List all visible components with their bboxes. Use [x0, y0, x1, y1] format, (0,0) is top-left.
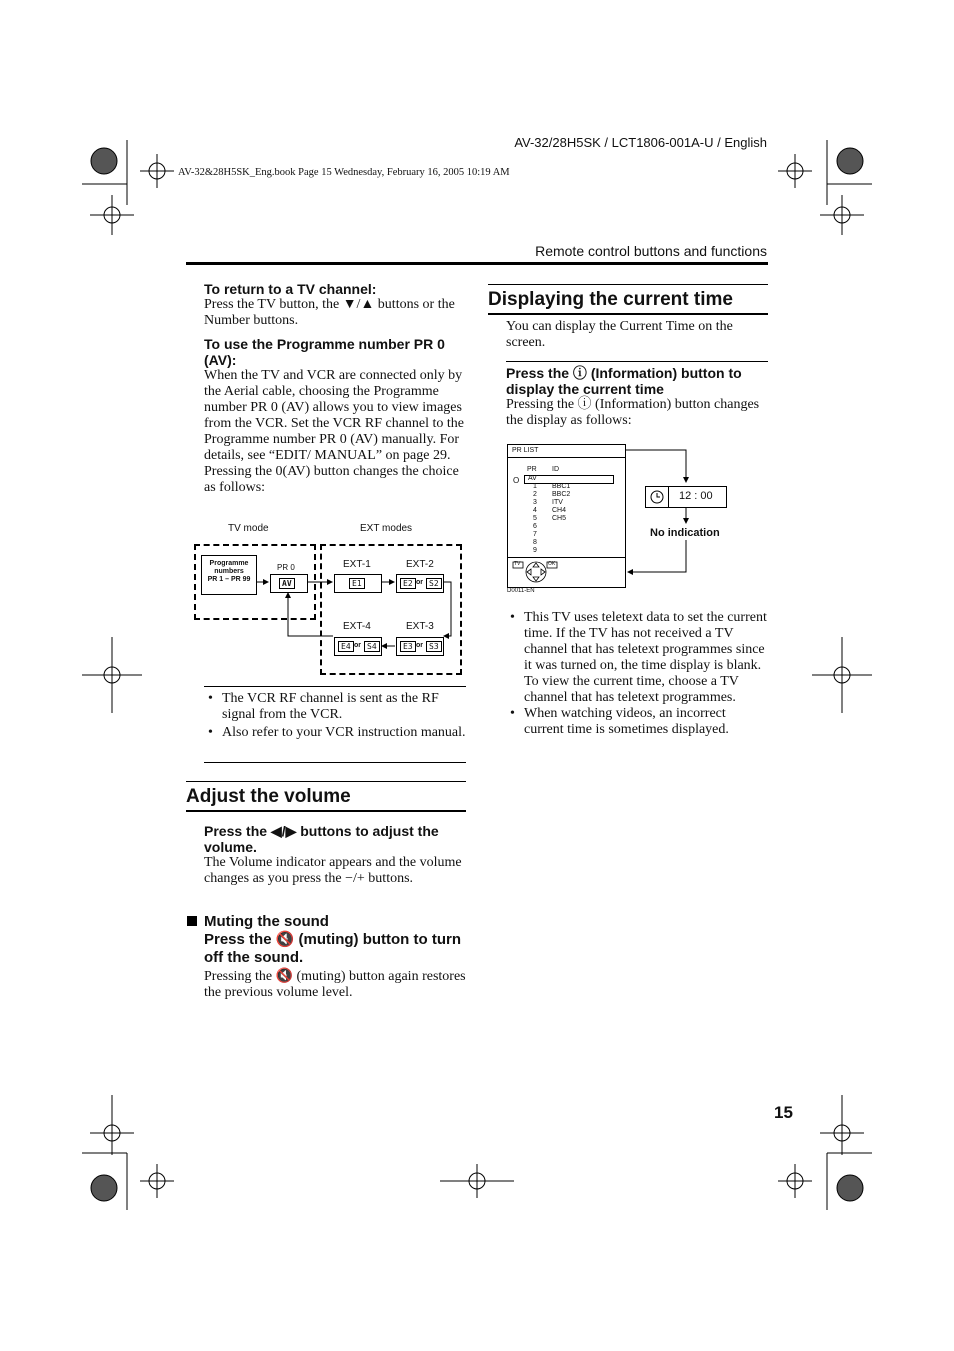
muting-step: Press the 🔇 (muting) button to turn off the sound. — [204, 931, 461, 966]
muting-title: Muting the sound — [204, 913, 329, 930]
s4-key: S4 — [364, 641, 380, 652]
s2-key: S2 — [426, 578, 442, 589]
tv-channel-heading: To return to a TV channel: — [204, 281, 377, 297]
or-text: or — [416, 579, 423, 586]
tv-channel-text: Press the TV button, the ▼/▲ buttons or the Number buttons. — [204, 297, 455, 328]
col-id: ID — [552, 466, 559, 473]
pr0-heading: To use the Programme number PR 0 (AV): — [204, 336, 445, 368]
note-item: • The VCR RF channel is sent as the RF signal from the VCR. — [204, 691, 466, 723]
time-step-text: Pressing the ⓘ (Information) button changes the display as follows: — [506, 397, 760, 428]
ext1-label: EXT-1 — [343, 559, 371, 570]
row-number: 6 — [533, 523, 537, 530]
channel-name: CH4 — [552, 507, 567, 514]
doc-id: AV-32/28H5SK / LCT1806-001A-U / English — [514, 135, 767, 150]
ext3-label: EXT-3 — [406, 621, 434, 632]
programme-numbers-label: Programme numbers — [209, 560, 249, 575]
row-number: 7 — [533, 531, 537, 538]
channel-name: ITV — [552, 499, 563, 506]
time-step-heading: Press the ⓘ (Information) button to display the current time — [506, 365, 742, 397]
or-text: or — [354, 642, 361, 649]
row-number: 1 — [533, 483, 537, 490]
ok-key: OK — [548, 561, 556, 567]
section-title: Remote control buttons and functions — [535, 243, 767, 259]
av-key: AV — [279, 578, 295, 589]
tv-key: TV — [514, 561, 521, 567]
book-line: AV-32&28H5SK_Eng.book Page 15 Wednesday, February 16, 2005 10:19 AM — [178, 167, 510, 178]
time-intro: You can display the Current Time on the screen. — [506, 319, 733, 350]
row-number: 8 — [533, 539, 537, 546]
time-value: 12 : 00 — [679, 490, 713, 502]
pr-list-title: PR LIST — [512, 447, 539, 454]
volume-step-heading: Press the ◀/▶ buttons to adjust the volume. — [204, 823, 439, 855]
ext-modes-label: EXT modes — [360, 523, 413, 534]
ext2-label: EXT-2 — [406, 559, 434, 570]
note-item: • When watching videos, an incorrect current time is sometimes displayed. — [506, 706, 768, 738]
row-number: 2 — [533, 491, 537, 498]
e1-key: E1 — [349, 578, 365, 589]
tv-mode-label: TV mode — [228, 523, 269, 534]
col-pr: PR — [527, 466, 537, 473]
diagram-code: D0011-EN — [507, 588, 535, 594]
row-number: 9 — [533, 547, 537, 554]
note-item: • This TV uses teletext data to set the current time. If the TV has not received a TV channel that has teletext programmes since it was turned on, the time display is blank. To view the current time, choose a TV channel that has teletext programmes. — [506, 610, 768, 706]
pr0-text2: Pressing the 0(AV) button changes the choice as follows: — [204, 464, 459, 495]
channel-name: BBC2 — [552, 491, 571, 498]
row-number: 4 — [533, 507, 537, 514]
o-marker: O — [513, 476, 520, 485]
row-number: 5 — [533, 515, 537, 522]
time-title: Displaying the current time — [488, 289, 733, 310]
volume-title: Adjust the volume — [186, 786, 351, 807]
e4-key: E4 — [338, 641, 354, 652]
pr0-label: PR 0 — [277, 563, 295, 572]
s3-key: S3 — [426, 641, 442, 652]
muting-text: Pressing the 🔇 (muting) button again restores the previous volume level. — [204, 969, 466, 1000]
note-item: • Also refer to your VCR instruction manual. — [204, 725, 466, 741]
pr0-text: When the TV and VCR are connected only by the Aerial cable, choosing the Programme number PR 0 (AV) allows you to view images from the VCR. Set the VCR RF channel to the Programme number PR 0 (AV) manually. For details, see “EDIT/ MANUAL” on page 29. — [204, 368, 465, 463]
programme-range: PR 1 – PR 99 — [207, 576, 251, 583]
right-notes — [506, 610, 768, 738]
e2-key: E2 — [400, 578, 416, 589]
av-row: AV — [528, 475, 537, 482]
no-indication-label: No indication — [650, 527, 720, 539]
e3-key: E3 — [400, 641, 416, 652]
or-text: or — [416, 642, 423, 649]
ext4-label: EXT-4 — [343, 621, 371, 632]
row-number: 3 — [533, 499, 537, 506]
page-number: 15 — [774, 1103, 793, 1122]
channel-name: CH5 — [552, 515, 567, 522]
volume-step-text: The Volume indicator appears and the volume changes as you press the −/+ buttons. — [204, 855, 462, 886]
channel-name: BBC1 — [552, 483, 571, 490]
